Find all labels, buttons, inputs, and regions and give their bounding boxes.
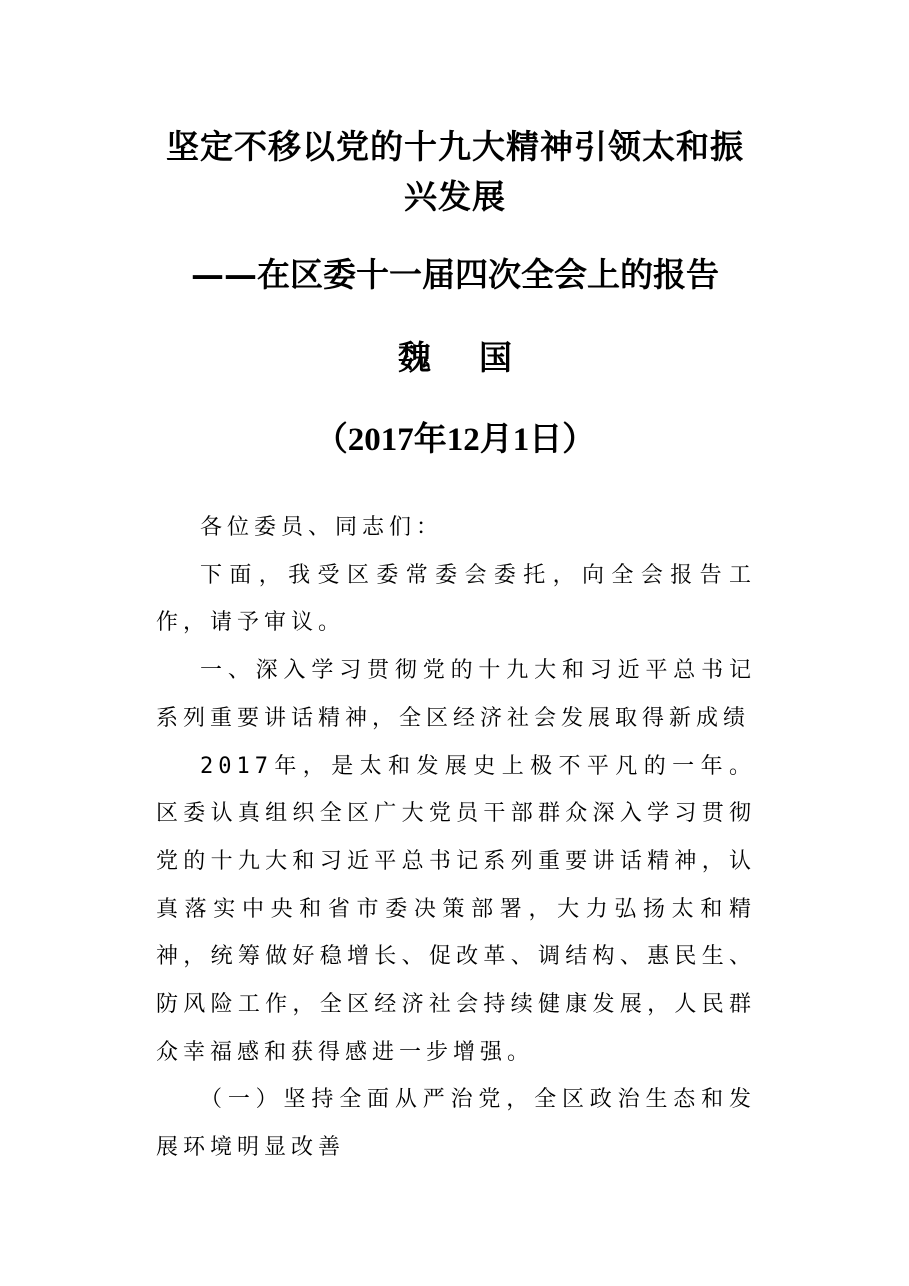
document-author: 魏国 bbox=[398, 338, 560, 377]
paragraph-intro: 下面，我受区委常委会委托，向全会报告工作，请予审议。 bbox=[156, 562, 756, 636]
document-body bbox=[156, 504, 756, 1172]
paragraph-salutation: 各位委员、同志们： bbox=[200, 515, 444, 540]
document-title: 坚定不移以党的十九大精神引领太和振兴发展 bbox=[166, 127, 744, 216]
subsection-heading-1: （一）坚持全面从严治党，全区政治生态和发展环境明显改善 bbox=[156, 1087, 756, 1161]
document-date: （2017年12月1日） bbox=[314, 422, 596, 458]
section-heading-1: 一、深入学习贯彻党的十九大和习近平总书记系列重要讲话精神，全区经济社会发展取得新成绩 bbox=[156, 658, 756, 731]
document-subtitle: ——在区委十一届四次全会上的报告 bbox=[191, 255, 719, 294]
paragraph-2017-summary: 2017年，是太和发展史上极不平凡的一年。区委认真组织全区广大党员干部群众深入学习贯彻党的十九大和习近平总书记系列重要讲话精神，认真落实中央和省市委决策部署，大力弘扬太和精神，统筹做好稳增长、促改革、调结构、惠民生、防风险工作，全区经济社会持续健康发展，人民群众幸福感和获得感进一步增强。 bbox=[156, 753, 756, 1065]
